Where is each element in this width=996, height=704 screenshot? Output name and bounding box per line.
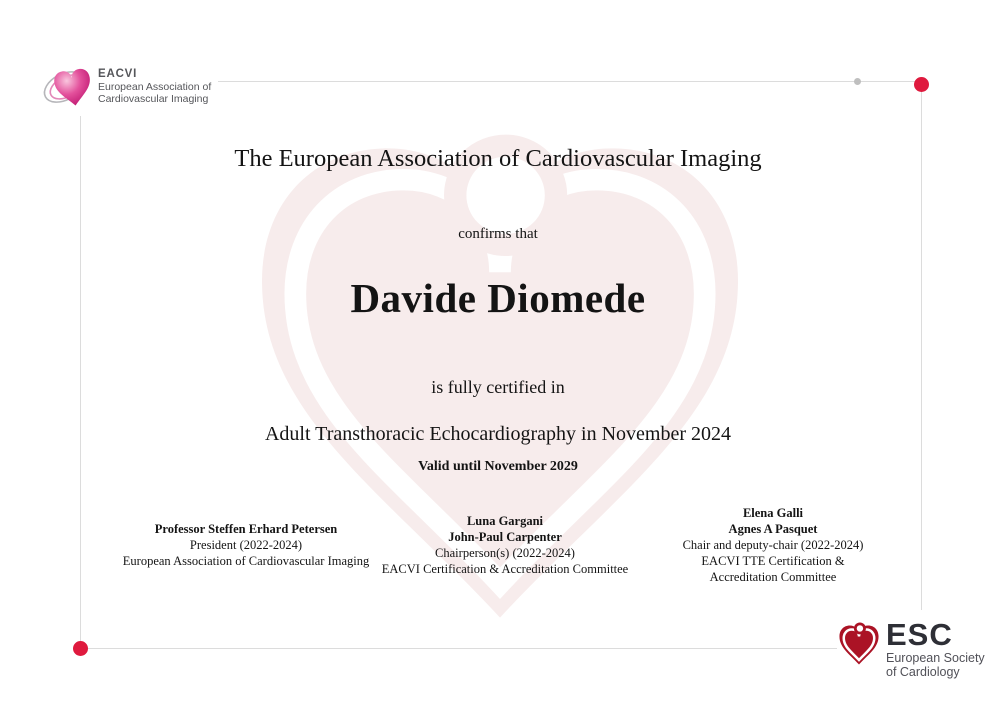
esc-name-line2: of Cardiology xyxy=(886,665,960,679)
signatory-role: EACVI Certification & Accreditation Committee xyxy=(381,562,629,576)
esc-name-line1: European Society xyxy=(886,651,985,665)
signatory-name: John-Paul Carpenter xyxy=(448,530,562,544)
signatory-role: Chairperson(s) (2022-2024) xyxy=(435,546,575,560)
signatory-name: Elena Galli xyxy=(742,506,804,520)
esc-acronym: ESC xyxy=(886,617,953,652)
signatory-role: President (2022-2024) xyxy=(189,538,303,552)
corner-dot-bottom-left xyxy=(73,641,88,656)
eacvi-name-line2: Cardiovascular Imaging xyxy=(98,93,209,105)
validity-text: Valid until November 2029 xyxy=(418,459,578,474)
signatory-name: Agnes A Pasquet xyxy=(728,522,818,536)
eacvi-heart-icon xyxy=(40,60,98,112)
certification-title: Adult Transthoracic Echocardiography in November 2024 xyxy=(264,423,731,445)
esc-logo xyxy=(836,618,985,679)
certified-text: is fully certified in xyxy=(431,377,565,397)
signatory-block-right xyxy=(652,505,894,585)
confirms-text: confirms that xyxy=(458,226,538,242)
eacvi-acronym: EACVI xyxy=(98,68,138,80)
eacvi-name-line1: European Association of xyxy=(98,81,212,93)
signatory-name: Professor Steffen Erhard Petersen xyxy=(154,522,338,536)
signatory-role: Chair and deputy-chair (2022-2024) xyxy=(682,538,864,552)
esc-heart-icon xyxy=(836,620,882,670)
frame-bottom-line xyxy=(80,648,837,649)
recipient-name: Davide Diomede xyxy=(350,275,646,321)
top-line-gray-dot xyxy=(854,78,861,85)
signatory-block-left xyxy=(100,521,392,569)
eacvi-logo xyxy=(40,60,211,112)
signatory-role: European Association of Cardiovascular Imaging xyxy=(122,554,370,568)
signatory-block-center xyxy=(372,513,638,577)
frame-top-line xyxy=(218,81,916,82)
signatory-name: Luna Gargani xyxy=(466,514,544,528)
eacvi-logo-text xyxy=(98,60,211,112)
esc-logo-text xyxy=(886,618,985,679)
signatory-role: EACVI TTE Certification & xyxy=(701,554,845,568)
signatory-role: Accreditation Committee xyxy=(709,570,837,584)
corner-dot-top-right xyxy=(914,77,929,92)
issuer-title: The European Association of Cardiovascular Imaging xyxy=(234,145,762,172)
